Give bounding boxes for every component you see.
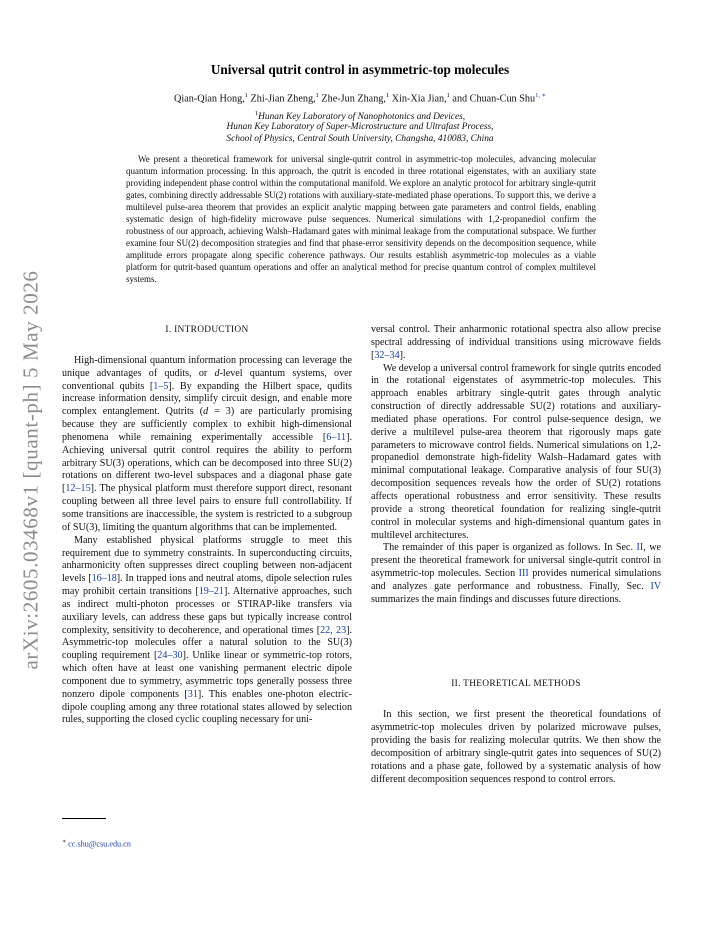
section-heading-introduction: I. INTRODUCTION [165,325,249,335]
footnote-rule [62,818,106,819]
text-run: ]. This enables one-photon electric-dipole coupling among any three rotational states allowed by selection rules, supporting the closed cyclic coupling necessary for uni- [62,688,352,726]
author-affiliation-marker: 1 [446,92,450,99]
text-run: Many established physical platforms struggle to meet this requirement due to symmetry constraints. In superconducting circuits, anharmonicity often suppresses direct coupling between non-adjacent levels [ [62,534,352,585]
footnote-marker: ∗ [62,839,67,845]
text-run: summarizes the main findings and discusses future directions. [371,593,622,605]
affiliation-marker: 1 [254,110,259,117]
abstract-text: We present a theoretical framework for universal single-qutrit control in asymmetric-top molecules, advancing molecular quantum information processing. In this approach, the qutrit is encoded in three rotational eigenstates, with an auxiliary state providing independent phase control within the computational manifold. We explore an analytic protocol for arbitrary single-qutrit gates, combining directly addressable SU(2) rotations with auxiliary-state-mediated phase operations. To support this, we derive a multilevel pulse-area theorem that provides an explicit analytic mapping between gate parameters and control fields, enabling systematic design of high-fidelity microwave pulse sequences. Numerical simulations with 1,2-propanediol confirm the robustness of our approach, achieving Walsh–Hadamard gates with minimal leakage from the computational subspace. We further examine four SU(2) decomposition strategies and find that phase-error sensitivity depends on the decomposition sequence, while amplitude errors propagate along specific coherence pathways. Our results establish asymmetric-top molecules as a viable platform for qutrit-based quantum operations and offer an analytical method for precise quantum control of complex multilevel systems. [126,154,596,284]
text-run: versal control. Their anharmonic rotational spectra also allow precise spectral addressing of individual transitions using microwave fields [ [371,324,661,361]
affiliation-line-3: School of Physics, Central South University, Changsha, 410083, China [226,134,494,144]
affiliation-line-1: $^1$Hunan Key Laboratory of Nanophotonics and Devices, [254,110,466,123]
author-name: Xin-Xia Jian, [389,93,447,105]
text-run: provides numerical simulations and analyzes gate performance and robustness. Finally, Sec. [371,568,661,592]
text-run: The remainder of this paper is organized as follows. In Sec. [383,542,637,554]
footnote [62,838,131,849]
author-affiliation-marker: 1 [385,92,390,99]
text-run: -level quantum systems, over conventional qubits [ [62,367,352,392]
author-affiliation-marker: 1, ∗ [535,92,546,99]
arxiv-identifier: arXiv:2605.03468v1 [quant-ph] 5 May 2026 [18,270,43,670]
text-run: , we present the theoretical framework for universal single-qutrit control in asymmetric-top molecules. Section [371,542,661,580]
text-run: ]. Asymmetric-top molecules offer a natural solution to the SU(3) coupling requirement [ [62,624,353,662]
citation-link[interactable]: 32–34 [374,349,400,361]
left-column [62,324,352,727]
citation-link[interactable]: 31 [187,688,198,700]
text-run: = 3) are particularly promising because they are sufficiently complex to exhibit high-dimensional phenomena while remaining experimentally accessible [ [62,406,352,443]
citation-link[interactable]: IV [650,580,661,592]
intro-paragraph-2-continued [371,324,661,363]
citation-link[interactable]: II [636,542,644,554]
author-affiliation-marker: 1 [315,92,319,99]
methods-paragraph-1: In this section, we first present the theoretical foundations of asymmetric-top molecules driven by polarized microwave pulses, providing the basis for realizing molecular qutrits. We then show the decomposition of arbitrary single-qutrit gates into sequences of SU(2) rotations and a phase gate, followed by a systematic analysis of how different decomposition sequences respond to control errors. [371,709,661,785]
citation-link[interactable]: 1–5 [153,380,169,392]
author-list [0,91,720,104]
author-name: Zhe-Jun Zhang, [318,93,386,105]
text-run: ]. Achieving universal qutrit control requires the ability to perform arbitrary SU(3) operations, which can be decomposed into three SU(2) rotations on different two-level subspaces and a diagonal phase gate [ [62,431,352,495]
author-name: and Chuan-Cun Shu [449,93,536,105]
citation-link[interactable]: III [518,568,529,580]
text-run: ]. Unlike linear or symmetric-top rotors, which often have at least one vanishing permanent electric dipole component due to symmetry, asymmetric tops generally possess three nonzero dipole components [ [62,650,352,700]
text-run: ]. The physical platform must therefore support direct, resonant coupling between all three level pairs to ensure full controllability. If some transitions are inaccessible, the system is restricted to a subgroup of SU(3), limiting the quantum algorithms that can be implemented. [62,483,352,533]
text-run: ]. [399,349,406,361]
text-run: ]. In trapped ions and neutral atoms, dipole selection rules may prohibit certain transitions [ [62,573,352,598]
citation-link[interactable]: 6–11 [326,431,347,443]
citation-link[interactable]: 12–15 [65,483,91,495]
intro-paragraph-3: We develop a universal control framework for single qutrits encoded in the rotational eigenstates of asymmetric-top molecules. This approach enables arbitrary single-qutrit gates through analytic construction of directly addressable SU(2) rotations and auxiliary-mediated phase operations. For control pulse-sequence design, we derive a multilevel pulse-area theorem that rigorously maps gate parameters to microwave control fields. Numerical simulations on 1,2-propanediol demonstrate high-fidelity Walsh–Hadamard gates with minimal computational leakage. Comparative analysis of four SU(3) decomposition sequences reveals how the order of SU(2) rotations affects operational robustness and error sensitivity. These results provide a strong theoretical foundation for realizing single-qutrit control in molecular systems and high-dimensional quantum gates in multilevel architectures. [371,362,661,541]
citation-link[interactable]: 16–18 [91,573,117,585]
right-column [371,324,661,786]
citation-link[interactable]: 22, 23 [320,624,347,636]
intro-paragraph-4 [371,542,661,606]
citation-link[interactable]: 19–21 [198,586,224,598]
paper-title: Universal qutrit control in asymmetric-top molecules [210,62,510,77]
citation-link[interactable]: 24–30 [157,650,183,662]
text-run: High-dimensional quantum information processing can leverage the unique advantages of qudits, or [62,354,352,379]
text-run: ]. Alternative approaches, such as indirect multi-photon processes or STIRAP-like transfers via auxiliary levels, can address these gaps but typically increase control complexity, sensitivity to decoherence, and operational times [ [62,586,352,636]
author-name: Zhi-Jian Zheng, [248,93,316,105]
affiliation-line-2: Hunan Key Laboratory of Super-Microstructure and Ultrafast Process, [226,122,494,132]
corresponding-author-email-link[interactable]: cc.shu@csu.edu.cn [68,839,131,849]
text-run: ]. By expanding the Hilbert space, qudits increase information density, simplify circuit design, and enable more complex entanglement. Qutrits ( [62,380,352,418]
math-variable: d [203,406,209,418]
intro-paragraph-2 [62,535,352,728]
author-affiliation-marker: 1 [244,92,248,99]
section-heading-theoretical-methods: II. THEORETICAL METHODS [451,678,581,689]
author-name: Qian-Qian Hong, [174,93,245,105]
math-variable: d [214,367,220,379]
abstract [126,153,596,285]
intro-paragraph-1 [62,355,352,535]
